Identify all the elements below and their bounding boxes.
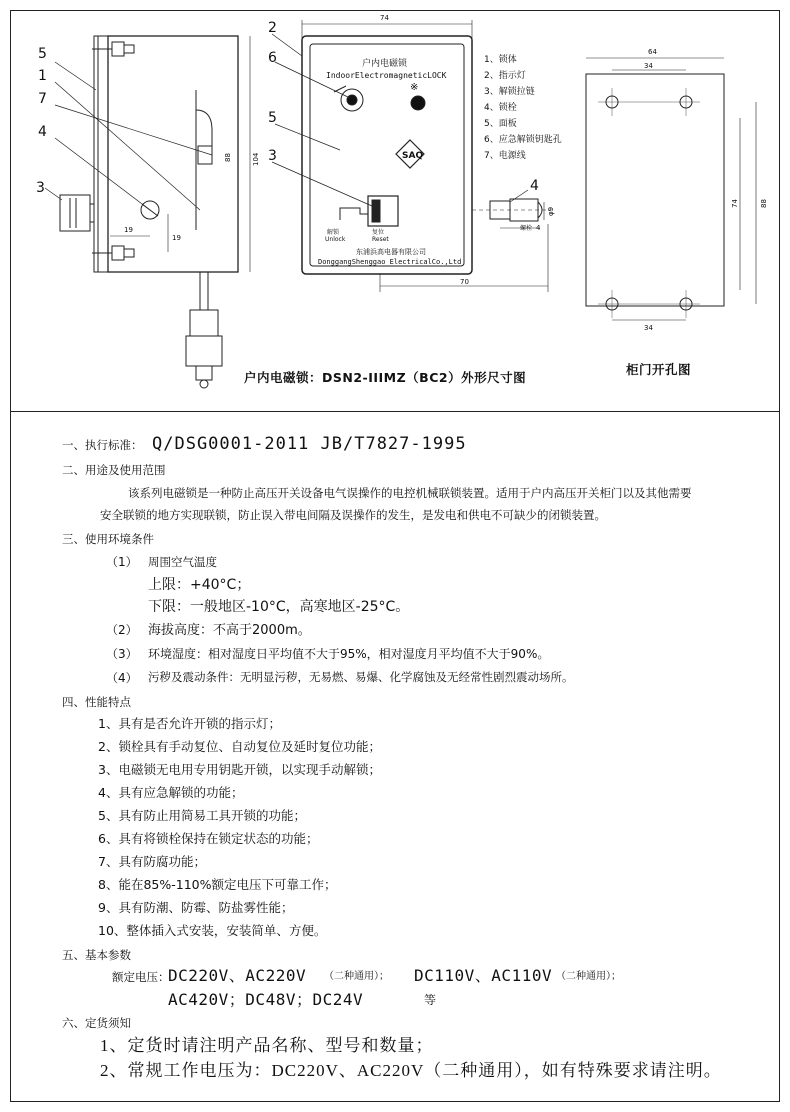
feature-3: 3、电磁锁无电用专用钥匙开锁，以实现手动解锁； (98, 762, 381, 777)
dim-88-left: 88 (224, 153, 232, 162)
caption-cutout: 柜门开孔图 (626, 362, 692, 377)
dim-bolt: 螺栓 (520, 225, 533, 232)
dim-104: 104 (252, 152, 260, 166)
c2-num: （2） (106, 623, 138, 637)
feature-7: 7、具有防腐功能； (98, 854, 206, 869)
callout-5: 5 (38, 46, 47, 62)
dim-34-bottom: 34 (644, 324, 653, 332)
voltage-line1-b: （二种通用）； (324, 971, 389, 982)
reset-cn: 复位 (372, 229, 385, 236)
unlock-en: Unlock (325, 236, 346, 243)
c1-num: （1） (106, 555, 138, 569)
order-note-1: 1、定货时请注明产品名称、型号和数量； (100, 1036, 434, 1055)
dim-74-right: 74 (731, 199, 739, 208)
feature-9: 9、具有防潮、防霉、防盐雾性能； (98, 900, 294, 915)
legend-7: 7、电源线 (484, 151, 526, 161)
voltage-line1-d: （二种通用）； (556, 971, 621, 982)
feature-10: 10、整体插入式安装，安装简单、方便。 (98, 923, 327, 938)
callout-3-front: 3 (268, 148, 277, 164)
front-title-cn: 户内电磁锁 (362, 59, 408, 69)
caption-outline: 户内电磁锁：DSN2-IIIMZ（BC2）外形尺寸图 (244, 370, 527, 385)
front-title-en: IndoorElectromagneticLOCK (326, 71, 447, 80)
dim-88-right: 88 (760, 199, 768, 208)
s3-heading: 三、使用环境条件 (62, 532, 154, 546)
s2-para-2: 安全联锁的地方实现联锁，防止误入带电间隔及误操作的发生，是发电和供电不可缺少的闭锁装置。 (100, 508, 606, 522)
legend-6: 6、应急解锁钥匙孔 (484, 135, 562, 145)
c3-num: （3） (106, 647, 138, 661)
dim-74-top: 74 (380, 14, 389, 22)
order-note-2: 2、常规工作电压为：DC220V、AC220V（二种通用），如有特殊要求请注明。 (100, 1061, 722, 1080)
s1-label: 一、执行标准： (62, 438, 143, 452)
callout-5-front: 5 (268, 110, 277, 126)
s4-heading: 四、性能特点 (62, 695, 131, 709)
voltage-line2-tail: 等 (424, 993, 437, 1007)
voltage-line1-c: DC110V、AC110V (414, 966, 553, 985)
company-cn: 东浦浜高电器有限公司 (356, 248, 426, 256)
feature-5: 5、具有防止用简易工具开锁的功能； (98, 808, 306, 823)
dim-4: 4 (536, 224, 541, 232)
voltage-line1-a: DC220V、AC220V (168, 966, 307, 985)
c1-text: 周围空气温度 (148, 555, 217, 569)
feature-8: 8、能在85%-110%额定电压下可靠工作； (98, 877, 337, 892)
callout-7: 7 (38, 91, 47, 107)
reset-en: Reset (372, 236, 389, 243)
c2-text: 海拔高度：不高于2000m。 (148, 623, 311, 638)
dim-19-h: 19 (172, 234, 181, 242)
c1-upper: 上限：+40°C； (148, 577, 251, 593)
logo-text: SAQ (402, 151, 424, 161)
voltage-line2: AC420V；DC48V；DC24V (168, 990, 364, 1009)
dim-19-w: 19 (124, 226, 133, 234)
callout-4: 4 (38, 124, 47, 140)
feature-4: 4、具有应急解锁的功能； (98, 785, 244, 800)
technical-drawing (0, 0, 790, 412)
legend-4: 4、锁栓 (484, 103, 517, 113)
s5-heading: 五、基本参数 (62, 948, 131, 962)
c4-text: 污秽及震动条件：无明显污秽，无易燃、易爆、化学腐蚀及无经常性剧烈震动场所。 (148, 670, 574, 684)
c1-lower: 下限：一般地区-10°C，高寒地区-25°C。 (148, 599, 410, 615)
dim-phi9: φ9 (547, 206, 555, 216)
s1-value: Q/DSG0001-2011 JB/T7827-1995 (152, 434, 467, 454)
callout-1: 1 (38, 68, 47, 84)
indicator-star: ※ (410, 82, 419, 93)
feature-2: 2、锁栓具有手动复位、自动复位及延时复位功能； (98, 739, 381, 754)
dim-70: 70 (460, 278, 469, 286)
dim-34-top: 34 (644, 62, 653, 70)
dim-64: 64 (648, 48, 657, 56)
callout-3: 3 (36, 180, 45, 196)
legend-5: 5、面板 (484, 119, 517, 129)
s2-heading: 二、用途及使用范围 (62, 463, 166, 477)
legend-1: 1、锁体 (484, 55, 517, 65)
s2-para-1: 该系列电磁锁是一种防止高压开关设备电气误操作的电控机械联锁装置。适用于户内高压开关柜门以及其他需要 (128, 486, 692, 500)
c4-num: （4） (106, 671, 138, 685)
callout-4-front: 4 (530, 178, 539, 194)
unlock-cn: 解锁 (327, 229, 340, 236)
company-en: DonggangShenggao ElectricalCo.,Ltd (318, 258, 462, 266)
voltage-label: 额定电压： (112, 970, 170, 984)
callout-6: 6 (268, 50, 277, 66)
panel-cutout (586, 58, 756, 320)
legend-3: 3、解锁拉链 (484, 87, 535, 97)
side-view (45, 36, 250, 388)
s6-heading: 六、定货须知 (62, 1016, 131, 1030)
legend-2: 2、指示灯 (484, 71, 526, 81)
c3-text: 环境湿度：相对湿度日平均值不大于95%，相对湿度月平均值不大于90%。 (148, 647, 550, 661)
feature-6: 6、具有将锁栓保持在锁定状态的功能； (98, 831, 319, 846)
feature-1: 1、具有是否允许开锁的指示灯； (98, 716, 281, 731)
callout-2: 2 (268, 20, 277, 36)
